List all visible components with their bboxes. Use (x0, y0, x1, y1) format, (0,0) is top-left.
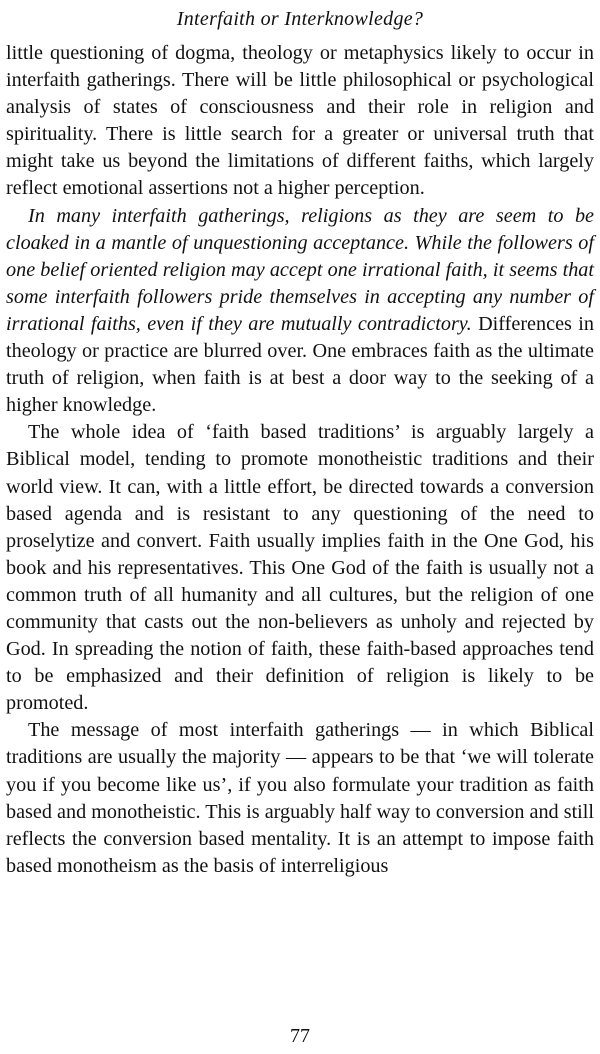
paragraph-1: little questioning of dogma, theology or metaphysics likely to occur in interfaith gatherings. There will be little philosophical or psychological analysis of states of consciousness and their role in religion and spirituality. There is little search for a greater or universal truth that might take us beyond the limitations of different faiths, which largely reflect emotional assertions not a higher perception. (6, 42, 594, 200)
paragraph-4: The message of most interfaith gatherings — in which Biblical traditions are usually the majority — appears to be that ‘we will tolerate you if you become like us’, if you also formulate your tradition as faith based and monotheistic. This is arguably half way to conversion and still reflects the conversion based mentality. It is an attempt to impose faith based monotheism as the basis of interreligious (6, 719, 594, 877)
paragraph-3: The whole idea of ‘faith based traditions’ is arguably largely a Biblical model, tending to promote monotheistic traditions and their world view. It can, with a little effort, be directed towards a conversion based agenda and is resistant to any questioning of the need to proselytize and convert. Faith usually implies faith in the One God, his book and his representatives. This One God of the faith is usually not a common truth of all humanity and all cultures, but the religion of one community that casts out the non-believers as unholy and rejected by God. In spreading the notion of faith, these faith-based approaches tend to be emphasized and their definition of religion is likely to be promoted. (6, 421, 594, 715)
body-text (6, 40, 594, 880)
paragraph-2 (6, 203, 594, 420)
page-number: 77 (290, 1025, 310, 1047)
running-head-title: Interfaith or Interknowledge? (176, 8, 424, 30)
paragraph-2-roman-passage: Differences in theology or practice are blurred over. One embraces faith as the ultimate truth of religion, when faith is at best a door way to the seeking of a higher knowledge. (6, 312, 594, 417)
paragraph-2-italic-passage: In many interfaith gatherings, religions as they are seem to be cloaked in a mantle of unquestioning acceptance. While the followers of one belief oriented religion may accept one irrational faith, it seems that some interfaith followers pride themselves in accepting any number of irrational faiths, even if they are mutually contradictory. (6, 204, 594, 335)
